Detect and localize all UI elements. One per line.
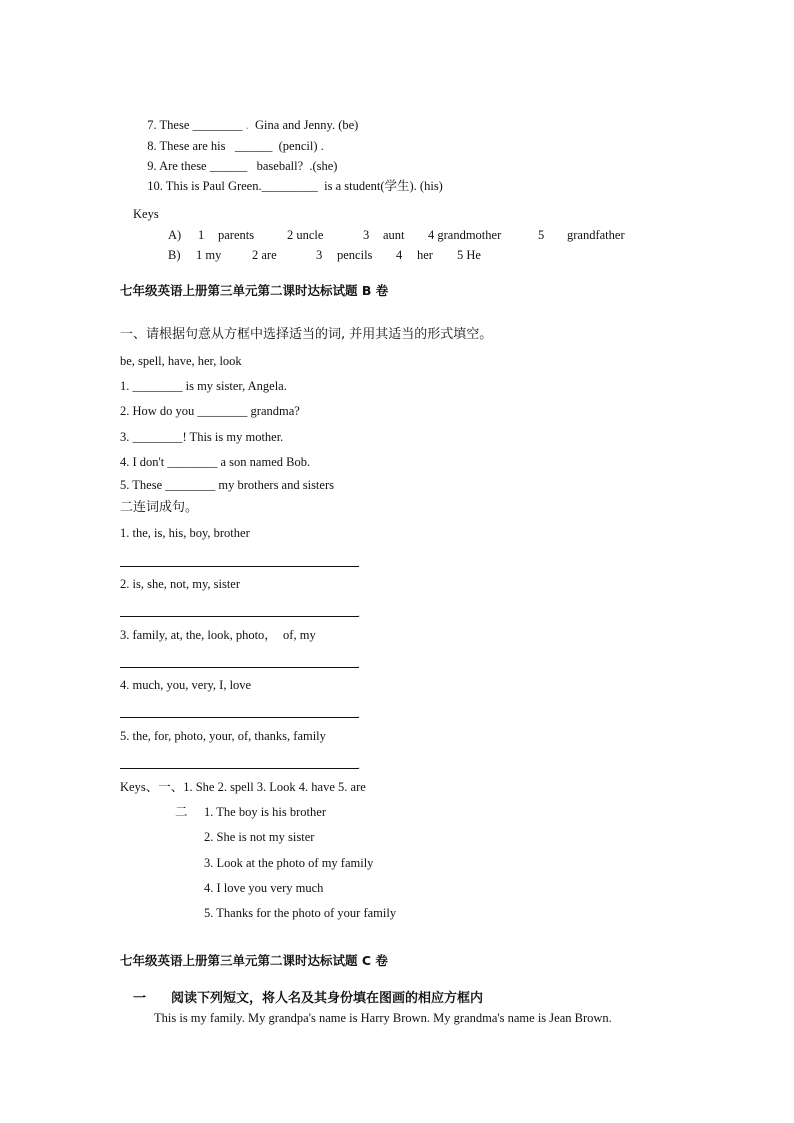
question-7-num: 7. xyxy=(147,118,157,132)
fill-item-3: 3. ________! This is my mother. xyxy=(120,430,284,444)
question-9-blank: ______ xyxy=(209,159,248,173)
question-7-mark: . xyxy=(245,118,249,132)
keys-a-3: aunt xyxy=(383,228,405,242)
section-b-key2-5: 5. Thanks for the photo of your family xyxy=(204,906,397,920)
keys-b-label: B) xyxy=(168,248,181,262)
answer-line-1 xyxy=(120,566,358,567)
section-b-key2-3: 3. Look at the photo of my family xyxy=(204,856,374,870)
reorder-item-2: 2. is, she, not, my, sister xyxy=(120,577,241,591)
question-10-blank: _________ xyxy=(261,179,318,193)
section-b-title: 七年级英语上册第三单元第二课时达标试题 B 卷 xyxy=(120,283,389,298)
keys-a-5: grandfather xyxy=(567,228,625,242)
fill-item-1: 1. ________ is my sister, Angela. xyxy=(120,379,287,393)
answer-line-4 xyxy=(120,717,358,718)
answer-line-5-end: . xyxy=(357,758,360,772)
reorder-item-4: 4. much, you, very, I, love xyxy=(120,678,252,692)
question-8-num: 8. xyxy=(147,139,157,153)
fill-item-2: 2. How do you ________ grandma? xyxy=(120,404,300,418)
keys-b-2: 2 are xyxy=(252,248,277,262)
word-box: be, spell, have, her, look xyxy=(120,354,242,368)
question-9-num: 9. xyxy=(147,159,157,173)
answer-line-5 xyxy=(120,768,358,769)
section-b-keys: Keys、一、1. She 2. spell 3. Look 4. have 5. are xyxy=(120,780,366,794)
question-10-post: is a student(学生). (his) xyxy=(324,179,443,193)
answer-line-3-end: . xyxy=(357,657,360,671)
keys-a-5-num: 5 xyxy=(538,228,545,242)
reorder-item-5: 5. the, for, photo, your, of, thanks, family xyxy=(120,729,326,743)
question-9-pre: Are these xyxy=(159,159,207,173)
answer-line-3 xyxy=(120,667,358,668)
keys-b-3-num: 3 xyxy=(316,248,323,262)
fill-item-5: 5. These ________ my brothers and sisters xyxy=(120,478,334,492)
keys-b-1: 1 my xyxy=(196,248,222,262)
question-9-post: baseball? .(she) xyxy=(256,159,338,173)
answer-line-4-end: . xyxy=(357,707,360,721)
keys-b-4-num: 4 xyxy=(396,248,403,262)
section-b-part2-title: 二连词成句。 xyxy=(120,500,199,515)
keys-b-3: pencils xyxy=(337,248,373,262)
keys-a-title: Keys xyxy=(133,207,159,221)
section-b-key2-1: 1. The boy is his brother xyxy=(204,805,326,819)
section-c-passage: This is my family. My grandpa's name is Harry Brown. My grandma's name is Jean Brown. xyxy=(154,1011,612,1025)
question-7-post: Gina and Jenny. (be) xyxy=(255,118,359,132)
keys-a-4: 4 grandmother xyxy=(428,228,502,242)
section-c-part1-title: 阅读下列短文，将人名及其身份填在图画的相应方框内 xyxy=(171,991,484,1006)
section-b-part1-title: 一、请根据句意从方框中选择适当的词, 并用其适当的形式填空。 xyxy=(120,327,493,342)
reorder-item-1: 1. the, is, his, boy, brother xyxy=(120,526,250,540)
keys-a-3-num: 3 xyxy=(363,228,370,242)
section-c-part1-num: 一 xyxy=(133,991,147,1006)
section-c-title: 七年级英语上册第三单元第二课时达标试题 C 卷 xyxy=(120,953,388,968)
question-10-pre: This is Paul Green. xyxy=(165,179,262,193)
answer-line-2 xyxy=(120,616,358,617)
keys-a-1-num: 1 xyxy=(198,228,205,242)
question-10-num: 10. xyxy=(147,179,163,193)
question-8-blank: ______ xyxy=(234,139,273,153)
keys-a-2: 2 uncle xyxy=(287,228,324,242)
keys-b-4: her xyxy=(417,248,433,262)
fill-item-4: 4. I don't ________ a son named Bob. xyxy=(120,455,311,469)
answer-line-1-end: . xyxy=(357,556,360,570)
keys-a-1: parents xyxy=(218,228,255,242)
keys-a-label: A) xyxy=(168,228,182,242)
question-7-blank: ________ xyxy=(192,118,243,132)
question-10 xyxy=(141,162,443,194)
reorder-item-3: 3. family, at, the, look, photo， of, my xyxy=(120,628,316,642)
answer-line-2-end: . xyxy=(357,606,360,620)
section-b-key2-2: 2. She is not my sister xyxy=(204,830,315,844)
question-8-pre: These are his xyxy=(159,139,226,153)
keys-b-5: 5 He xyxy=(457,248,481,262)
question-8-post: (pencil) . xyxy=(278,139,324,153)
section-b-key2-4: 4. I love you very much xyxy=(204,881,324,895)
question-7-pre: These xyxy=(159,118,190,132)
section-b-keys2-label: 二 xyxy=(175,804,188,819)
